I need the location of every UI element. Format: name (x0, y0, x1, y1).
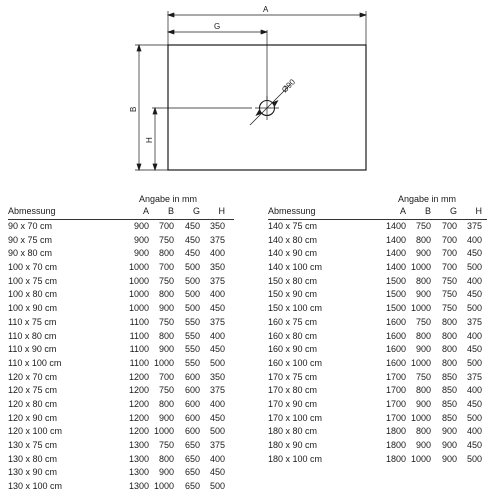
cell-h: 450 (209, 412, 225, 423)
dim-g-label: G (214, 22, 221, 31)
cell-abmessung: 160 x 75 cm (268, 316, 318, 327)
cell-abmessung: 140 x 90 cm (268, 248, 318, 259)
left-table-caption: Angabe in mm (139, 194, 198, 204)
header-g: G (192, 206, 200, 217)
cell-g: 550 (184, 330, 200, 341)
table-row (268, 384, 487, 398)
cell-abmessung: 150 x 90 cm (268, 289, 318, 300)
dim-b-label: B (129, 106, 138, 112)
cell-b: 750 (415, 371, 431, 382)
cell-h: 450 (209, 467, 225, 478)
cell-h: 450 (466, 398, 482, 409)
cell-b: 1000 (153, 481, 174, 492)
cell-h: 375 (466, 221, 482, 231)
cell-abmessung: 150 x 80 cm (268, 275, 318, 286)
cell-h: 375 (209, 440, 225, 450)
cell-g: 750 (441, 275, 457, 286)
cell-b: 900 (415, 398, 431, 409)
cell-b: 1000 (410, 303, 431, 314)
table-row (268, 412, 487, 426)
cell-g: 650 (184, 481, 200, 492)
cell-abmessung: 90 x 75 cm (8, 234, 53, 245)
cell-a: 1200 (128, 412, 149, 423)
cell-abmessung: 160 x 100 cm (268, 357, 323, 368)
table-row (268, 453, 487, 467)
cell-h: 450 (466, 344, 482, 355)
cell-abmessung: 130 x 100 cm (8, 481, 63, 492)
cell-a: 1200 (128, 371, 149, 382)
table-row (8, 466, 234, 480)
cell-h: 400 (209, 330, 225, 341)
right-table-body (268, 220, 487, 466)
cell-abmessung: 180 x 100 cm (268, 453, 323, 464)
cell-a: 1700 (385, 412, 406, 423)
table-row (8, 316, 234, 330)
right-dimension-table (268, 205, 487, 466)
dim-h-label: H (145, 137, 154, 143)
cell-h: 375 (209, 316, 225, 327)
cell-abmessung: 170 x 75 cm (268, 371, 318, 382)
cell-a: 1700 (385, 385, 406, 396)
cell-g: 600 (184, 426, 200, 437)
cell-b: 700 (158, 221, 174, 231)
cell-h: 450 (466, 440, 482, 450)
cell-a: 1800 (385, 426, 406, 437)
table-row (268, 343, 487, 357)
cell-b: 800 (415, 275, 431, 286)
cell-a: 1800 (385, 440, 406, 450)
cell-a: 1700 (385, 371, 406, 382)
cell-g: 750 (441, 289, 457, 300)
table-row (268, 302, 487, 316)
cell-abmessung: 160 x 80 cm (268, 330, 318, 341)
cell-h: 450 (466, 289, 482, 300)
cell-g: 850 (441, 398, 457, 409)
cell-g: 800 (441, 316, 457, 327)
cell-a: 1600 (385, 357, 406, 368)
cell-b: 800 (158, 248, 174, 259)
cell-g: 700 (441, 234, 457, 245)
cell-a: 900 (133, 248, 149, 259)
left-table-body (8, 220, 234, 494)
cell-g: 450 (184, 248, 200, 259)
cell-abmessung: 120 x 75 cm (8, 385, 58, 396)
cell-g: 600 (184, 371, 200, 382)
cell-abmessung: 140 x 75 cm (268, 221, 318, 231)
cell-h: 400 (466, 426, 482, 437)
dim-h-arrow-top (153, 108, 157, 114)
cell-abmessung: 120 x 90 cm (8, 412, 58, 423)
cell-g: 600 (184, 398, 200, 409)
cell-h: 450 (209, 344, 225, 355)
table-row (8, 453, 234, 467)
cell-g: 500 (184, 303, 200, 314)
cell-h: 400 (209, 289, 225, 300)
cell-h: 400 (209, 248, 225, 259)
dim-a-arrow-left (168, 13, 174, 17)
cell-g: 850 (441, 371, 457, 382)
cell-g: 550 (184, 316, 200, 327)
cell-h: 400 (466, 330, 482, 341)
cell-g: 800 (441, 357, 457, 368)
cell-b: 800 (415, 385, 431, 396)
cell-a: 1100 (129, 316, 149, 327)
table-row (8, 398, 234, 412)
cell-h: 400 (209, 398, 225, 409)
table-header-row (268, 205, 487, 220)
cell-b: 800 (415, 330, 431, 341)
header-a: A (142, 206, 149, 217)
cell-h: 500 (466, 303, 482, 314)
cell-g: 600 (184, 385, 200, 396)
cell-a: 1300 (128, 467, 149, 478)
cell-a: 1600 (385, 344, 406, 355)
cell-b: 1000 (153, 426, 174, 437)
cell-abmessung: 150 x 100 cm (268, 303, 323, 314)
cell-h: 375 (209, 385, 225, 396)
cell-g: 500 (184, 262, 200, 273)
cell-b: 1000 (410, 357, 431, 368)
cell-abmessung: 110 x 90 cm (8, 344, 57, 355)
cell-abmessung: 170 x 90 cm (268, 398, 318, 409)
header-h: H (218, 206, 225, 217)
cell-h: 400 (466, 234, 482, 245)
cell-b: 800 (158, 289, 174, 300)
table-row (268, 261, 487, 275)
cell-h: 375 (466, 316, 482, 327)
table-row (268, 330, 487, 344)
cell-h: 500 (209, 357, 225, 368)
cell-a: 1100 (129, 344, 149, 355)
cell-abmessung: 170 x 100 cm (268, 412, 323, 423)
cell-a: 1200 (128, 398, 149, 409)
cell-b: 750 (158, 316, 174, 327)
shower-tray-dimension-drawing (0, 0, 493, 190)
cell-g: 450 (184, 234, 200, 245)
cell-h: 400 (209, 453, 225, 464)
cell-h: 500 (209, 426, 225, 437)
cell-g: 700 (441, 248, 457, 259)
cell-g: 850 (441, 385, 457, 396)
table-row (8, 412, 234, 426)
cell-b: 800 (158, 330, 174, 341)
table-row (8, 288, 234, 302)
cell-a: 1700 (385, 398, 406, 409)
cell-g: 450 (184, 221, 200, 231)
table-row (8, 261, 234, 275)
cell-h: 375 (209, 234, 225, 245)
drain-diameter-label: Ø90 (280, 77, 298, 95)
cell-g: 700 (441, 262, 457, 273)
cell-abmessung: 130 x 75 cm (8, 440, 58, 450)
dim-b-arrow-bottom (137, 164, 141, 170)
cell-g: 900 (441, 453, 457, 464)
table-row (8, 343, 234, 357)
cell-b: 750 (158, 440, 174, 450)
cell-b: 900 (158, 344, 174, 355)
cell-b: 900 (158, 412, 174, 423)
cell-abmessung: 100 x 75 cm (8, 275, 58, 286)
cell-a: 1200 (128, 426, 149, 437)
cell-g: 900 (441, 440, 457, 450)
cell-b: 800 (415, 426, 431, 437)
cell-h: 500 (209, 481, 225, 492)
cell-a: 1400 (385, 248, 406, 259)
cell-a: 1500 (385, 275, 406, 286)
table-header-row (8, 205, 234, 220)
cell-g: 600 (184, 412, 200, 423)
table-row (8, 357, 234, 371)
cell-a: 900 (133, 234, 149, 245)
cell-abmessung: 110 x 75 cm (8, 316, 57, 327)
cell-g: 800 (441, 330, 457, 341)
cell-a: 1000 (128, 275, 149, 286)
cell-h: 400 (466, 385, 482, 396)
table-row (8, 220, 234, 234)
cell-b: 800 (158, 398, 174, 409)
header-b: B (424, 206, 431, 217)
cell-a: 1100 (129, 357, 149, 368)
cell-h: 450 (209, 303, 225, 314)
table-row (268, 288, 487, 302)
cell-b: 750 (158, 234, 174, 245)
table-row (268, 234, 487, 248)
cell-a: 1000 (128, 289, 149, 300)
cell-b: 750 (415, 221, 431, 231)
cell-g: 550 (184, 357, 200, 368)
cell-h: 500 (466, 357, 482, 368)
cell-abmessung: 100 x 80 cm (8, 289, 58, 300)
table-row (268, 220, 487, 234)
cell-h: 500 (466, 262, 482, 273)
cell-abmessung: 130 x 90 cm (8, 467, 58, 478)
table-row (8, 275, 234, 289)
cell-a: 1200 (128, 385, 149, 396)
cell-g: 650 (184, 467, 200, 478)
table-row (268, 398, 487, 412)
cell-g: 650 (184, 440, 200, 450)
header-a: A (399, 206, 406, 217)
cell-abmessung: 140 x 80 cm (268, 234, 318, 245)
cell-b: 750 (158, 385, 174, 396)
header-b: B (167, 206, 174, 217)
cell-abmessung: 160 x 90 cm (268, 344, 318, 355)
cell-a: 1600 (385, 316, 406, 327)
cell-h: 375 (466, 371, 482, 382)
cell-a: 1600 (385, 330, 406, 341)
cell-g: 700 (441, 221, 457, 231)
cell-a: 1300 (128, 481, 149, 492)
left-dimension-table (8, 205, 234, 494)
cell-b: 900 (415, 344, 431, 355)
cell-h: 350 (209, 371, 225, 382)
right-table-caption: Angabe in mm (398, 194, 457, 204)
cell-a: 1500 (385, 303, 406, 314)
cell-a: 900 (133, 221, 149, 231)
header-h: H (475, 206, 482, 217)
cell-h: 400 (466, 275, 482, 286)
cell-abmessung: 120 x 100 cm (8, 426, 63, 437)
cell-b: 1000 (410, 453, 431, 464)
cell-a: 1400 (385, 221, 406, 231)
cell-b: 1000 (410, 262, 431, 273)
dim-h-arrow-bottom (153, 164, 157, 170)
cell-g: 650 (184, 453, 200, 464)
cell-h: 350 (209, 262, 225, 273)
cell-a: 1800 (385, 453, 406, 464)
cell-h: 500 (466, 412, 482, 423)
cell-b: 900 (415, 248, 431, 259)
dim-a-arrow-right (360, 13, 366, 17)
cell-abmessung: 110 x 100 cm (8, 357, 62, 368)
cell-b: 1000 (410, 412, 431, 423)
cell-b: 700 (158, 371, 174, 382)
dim-g-arrow-right (261, 30, 267, 34)
cell-abmessung: 180 x 80 cm (268, 426, 318, 437)
table-row (268, 316, 487, 330)
cell-h: 450 (466, 248, 482, 259)
table-row (8, 384, 234, 398)
cell-b: 900 (415, 440, 431, 450)
table-row (268, 425, 487, 439)
cell-b: 900 (415, 289, 431, 300)
table-row (8, 371, 234, 385)
cell-b: 750 (415, 316, 431, 327)
cell-h: 350 (209, 221, 225, 231)
cell-a: 1400 (385, 262, 406, 273)
cell-b: 800 (158, 453, 174, 464)
cell-abmessung: 120 x 70 cm (8, 371, 58, 382)
table-row (8, 425, 234, 439)
cell-a: 1300 (128, 440, 149, 450)
cell-h: 500 (466, 453, 482, 464)
table-row (8, 302, 234, 316)
cell-b: 900 (158, 467, 174, 478)
cell-abmessung: 90 x 80 cm (8, 248, 53, 259)
table-row (8, 330, 234, 344)
table-row (268, 371, 487, 385)
cell-abmessung: 170 x 80 cm (268, 385, 318, 396)
cell-abmessung: 130 x 80 cm (8, 453, 58, 464)
cell-b: 750 (158, 275, 174, 286)
cell-abmessung: 110 x 80 cm (8, 330, 57, 341)
cell-abmessung: 120 x 80 cm (8, 398, 58, 409)
cell-b: 800 (415, 234, 431, 245)
cell-a: 1100 (129, 330, 149, 341)
dim-g-arrow-left (168, 30, 174, 34)
cell-g: 500 (184, 275, 200, 286)
cell-abmessung: 180 x 90 cm (268, 440, 318, 450)
cell-g: 750 (441, 303, 457, 314)
table-row (8, 247, 234, 261)
table-row (268, 247, 487, 261)
cell-abmessung: 90 x 70 cm (8, 221, 53, 231)
header-g: G (449, 206, 457, 217)
cell-a: 1500 (385, 289, 406, 300)
table-row (8, 480, 234, 494)
cell-g: 500 (184, 289, 200, 300)
cell-g: 900 (441, 426, 457, 437)
table-row (8, 439, 234, 453)
table-row (8, 234, 234, 248)
cell-b: 900 (158, 303, 174, 314)
cell-g: 800 (441, 344, 457, 355)
cell-a: 1400 (385, 234, 406, 245)
cell-abmessung: 100 x 70 cm (8, 262, 58, 273)
cell-abmessung: 140 x 100 cm (268, 262, 323, 273)
cell-a: 1000 (128, 303, 149, 314)
cell-h: 375 (209, 275, 225, 286)
cell-abmessung: 100 x 90 cm (8, 303, 58, 314)
table-row (268, 357, 487, 371)
dim-a-label: A (263, 5, 269, 14)
header-abmessung: Abmessung (8, 206, 56, 217)
header-abmessung: Abmessung (268, 206, 316, 217)
cell-b: 700 (158, 262, 174, 273)
cell-a: 1300 (128, 453, 149, 464)
cell-b: 1000 (153, 357, 174, 368)
table-row (268, 439, 487, 453)
table-row (268, 275, 487, 289)
cell-g: 550 (184, 344, 200, 355)
cell-g: 850 (441, 412, 457, 423)
cell-a: 1000 (128, 262, 149, 273)
dim-b-arrow-top (137, 45, 141, 51)
